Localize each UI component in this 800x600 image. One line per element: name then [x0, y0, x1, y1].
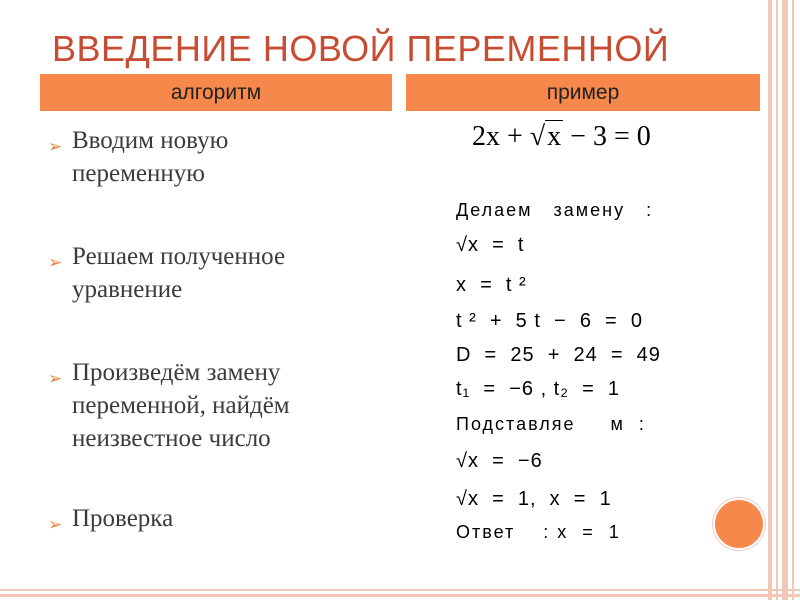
header-example: пример: [406, 74, 760, 111]
step-text: Вводим новую: [72, 127, 229, 154]
step-text: Произведём замену: [72, 359, 281, 386]
header-algorithm: алгоритм: [40, 74, 392, 111]
step-text: переменной, найдём: [72, 392, 290, 419]
sqrt-sign-icon: √: [529, 121, 546, 152]
decorative-border-right: [760, 0, 800, 600]
solution-line: t₁ = −6 , t₂ = 1: [456, 378, 621, 400]
bullet-arrow-icon: ➢: [48, 515, 63, 534]
solution-line: D = 25 + 24 = 49: [456, 344, 661, 366]
bullet-arrow-icon: ➢: [48, 369, 63, 388]
example-equation: [472, 120, 651, 153]
step-text: уравнение: [72, 276, 183, 303]
step-text: переменную: [72, 160, 205, 187]
slide-title: ВВЕДЕНИЕ НОВОЙ ПЕРЕМЕННОЙ: [52, 28, 670, 69]
step-item: [48, 356, 290, 455]
solution-line: t ² + 5 t − 6 = 0: [456, 310, 643, 332]
step-text: Проверка: [72, 505, 174, 532]
decorative-border-bottom: [0, 586, 800, 600]
solution-line: Ответ : x = 1: [456, 522, 621, 542]
step-text: Решаем полученное: [72, 243, 286, 270]
step-item: [48, 124, 228, 190]
solution-line: √x = 1, x = 1: [456, 488, 612, 510]
step-text: неизвестное число: [72, 425, 271, 452]
bullet-arrow-icon: ➢: [48, 253, 63, 272]
step-item: [48, 502, 173, 535]
solution-line: √x = t: [456, 234, 525, 256]
step-item: [48, 240, 285, 306]
equation-right: − 3 = 0: [563, 121, 651, 152]
decorative-circle: [713, 498, 765, 550]
equation-radicand: x: [547, 121, 562, 152]
solution-line: Подставляе м :: [456, 414, 646, 434]
solution-line: √x = −6: [456, 450, 543, 472]
solution-line: Делаем замену :: [456, 200, 654, 220]
solution-line: x = t ²: [456, 274, 527, 296]
bullet-arrow-icon: ➢: [48, 137, 63, 156]
equation-left: 2x +: [472, 121, 530, 152]
